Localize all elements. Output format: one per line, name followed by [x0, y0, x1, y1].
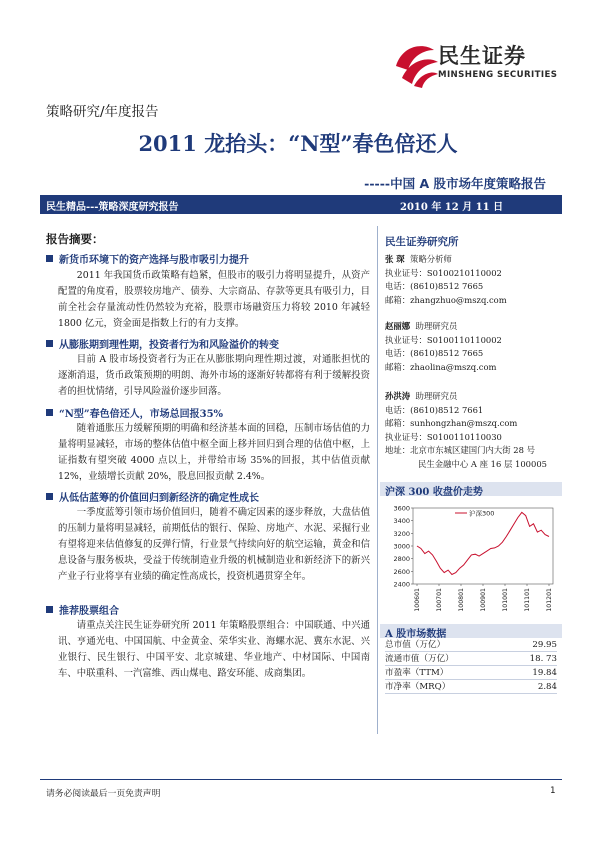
summary-title: 报告摘要： [46, 232, 104, 246]
footer-divider [40, 779, 562, 780]
analyst-block: 赵丽娜 助理研究员 执业证号：S0100110110002 电话：(8610)8512 7665 邮箱：zhaolina@mszq.com [385, 321, 502, 372]
square-bullet-icon [46, 493, 53, 500]
chart-title: 沪深 300 收盘价走势 [385, 487, 483, 498]
section-heading: 推荐股票组合 [46, 602, 119, 617]
table-row: 市净率（MRQ） 2.84 [385, 682, 557, 692]
price-trend-chart [383, 500, 561, 618]
page-number: 1 [550, 786, 556, 796]
series-line-hs300 [417, 512, 549, 574]
logo-name-en: MINSHENG SECURITIES [438, 70, 558, 80]
x-tick-label: 100801 [458, 588, 465, 612]
x-tick-label: 100601 [414, 588, 421, 612]
analyst-block: 孙洪涛 助理研究员 电话：(8610)8512 7661 邮箱：sunhongzhan@mszq.com 执业证号：S0100110110030 地址：北京市东城区建国门内大街 28 号 民生金融中心 A 座 16 层 100005 [385, 391, 547, 469]
market-data-table [385, 638, 557, 694]
page-title: 2011 龙抬头：“N型”春色倍还人 [138, 131, 458, 156]
section-heading: 从低估蓝筹的价值回归到新经济的确定性成长 [46, 489, 259, 504]
table-row: 流通市值（万亿） 18. 73 [385, 654, 557, 664]
section-paragraph: 2011 年我国货币政策略有趋紧，但股市的吸引力将明显提升，从资产配置的角度看，股票较房地产、债券、大宗商品、存款等更具有吸引力，目前全社会存量流动性仍然较为充裕，股票市场融资压力将较 2010 年减轻 1800 亿元，资金面是指数上行的有力支撑。 [58, 270, 370, 329]
plot-frame [413, 508, 553, 584]
square-bullet-icon [46, 340, 53, 347]
section-heading: “N型”春色倍还人，市场总回报35% [46, 405, 223, 420]
section-paragraph: 一季度蓝筹引领市场价值回归，随着不确定因素的逐步释放，大盘估值的压制力量将明显减轻，前期低估的银行、保险、房地产、水泥、采掘行业有望将迎来估值修复的反弹行情，行业景气持续向好的航空运输，黄金和信息设备与服务板块，受益于传统制造业升级的机械制造业和新经济下的新兴产业子行业将享有业绩的确定性高成长，投资机遇贯穿全年。 [58, 507, 370, 582]
column-divider [377, 226, 378, 734]
logo-name-cn: 民生证券 [438, 44, 526, 68]
analyst-block: 张 琛 策略分析师 执业证号：S0100210110002 电话：(8610)8512 7665 邮箱：zhangzhuo@mszq.com [385, 254, 507, 305]
section-paragraph: 请重点关注民生证券研究所 2011 年策略股票组合：中国联通、中兴通讯、亨通光电、中国国航、中金黄金、荣华实业、海螺水泥、冀东水泥、兴业银行、民生银行、中国平安、北京城建、华业地产、中材国际、中国南车、中联重科、一汽富维、西山煤电、路安环能、成商集团。 [58, 620, 370, 679]
section-paragraph: 随着通胀压力缓解预期的明确和经济基本面的回稳，压制市场估值的力量将明显减轻，市场的整体估值中枢全面上移并回归到合理的估值中枢，上证指数有望突破 4000 点以上，并带给市场 35%的回报，其中估值贡献 12%，业绩增长贡献 20%，股息回报贡献 2.4%。 [58, 423, 370, 482]
y-tick-label: 3600 [393, 504, 410, 513]
y-tick-label: 3000 [393, 542, 410, 551]
y-tick-label: 2600 [393, 567, 410, 576]
y-tick-label: 2400 [393, 580, 410, 589]
section-heading: 从膨胀期到理性期，投资者行为和风险溢价的转变 [46, 336, 279, 351]
x-tick-label: 101101 [524, 588, 531, 612]
square-bullet-icon [46, 606, 53, 613]
table-row: 总市值（万亿） 29.95 [385, 640, 557, 650]
page-subtitle: -----中国 A 股市场年度策略报告 [364, 176, 546, 191]
report-series-label: 民生精品---策略深度研究报告 [46, 202, 179, 213]
section-paragraph: 目前 A 股市场投资者行为正在从膨胀期向理性期过渡，对通胀担忧的逐渐消退，货币政策预期的明朗、海外市场的逐渐好转都将有利于缓解投资者的担忧情绪，引导风险溢价逐步回落。 [58, 354, 370, 397]
section-heading: 新货币环境下的资产选择与股市吸引力提升 [46, 251, 249, 266]
x-tick-label: 100701 [436, 588, 443, 612]
market-data-title: A 股市场数据 [385, 629, 447, 640]
disclaimer-note: 请务必阅读最后一页免责声明 [46, 789, 161, 799]
square-bullet-icon [46, 409, 53, 416]
table-row: 市盈率（TTM） 19.84 [385, 668, 557, 678]
report-date: 2010 年 12 月 11 日 [400, 202, 504, 213]
doc-type: 策略研究/年度报告 [46, 104, 159, 120]
y-tick-label: 3400 [393, 517, 410, 526]
y-tick-label: 2800 [393, 555, 410, 564]
x-tick-label: 101001 [502, 588, 509, 612]
institute-name: 民生证券研究所 [385, 236, 459, 248]
square-bullet-icon [46, 255, 53, 262]
x-tick-label: 100901 [480, 588, 487, 612]
x-tick-label: 101201 [546, 588, 553, 612]
y-tick-label: 3200 [393, 529, 410, 538]
legend-label: 沪深300 [469, 509, 495, 518]
